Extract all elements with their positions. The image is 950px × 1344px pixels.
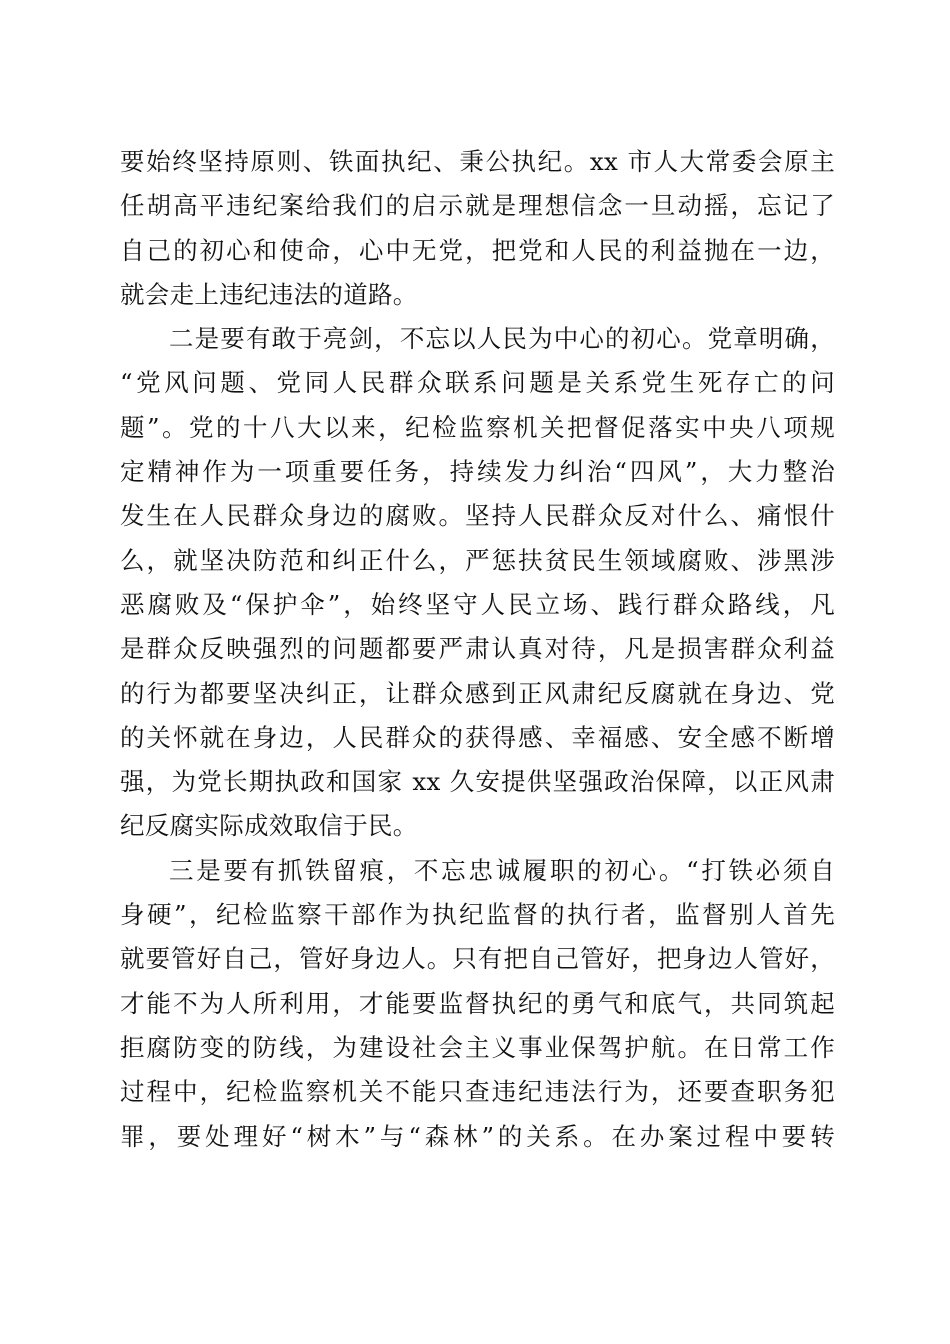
body-text <box>120 140 835 1159</box>
text-line: 罪，要处理好“树木”与“森林”的关系。在办案过程中要转 <box>120 1121 835 1151</box>
paragraph-heading-line: 二是要有敢于亮剑，不忘以人民为中心的初心。党章明确， <box>169 324 835 354</box>
text-line: 就要管好自己，管好身边人。只有把自己管好，把身边人管好， <box>120 944 835 974</box>
text-line: “党风问题、党同人民群众联系问题是关系党生死存亡的问 <box>120 368 835 398</box>
text-line: 的行为都要坚决纠正，让群众感到正风肃纪反腐就在身边、党 <box>120 678 835 708</box>
text-line: 发生在人民群众身边的腐败。坚持人民群众反对什么、痛恨什 <box>120 501 835 531</box>
text-line: 是群众反映强烈的问题都要严肃认真对待，凡是损害群众利益 <box>120 634 835 664</box>
text-line: 么，就坚决防范和纠正什么，严惩扶贫民生领域腐败、涉黑涉 <box>120 545 835 575</box>
text-line: 定精神作为一项重要任务，持续发力纠治“四风”，大力整治 <box>120 457 835 487</box>
text-line: 过程中，纪检监察机关不能只查违纪违法行为，还要查职务犯 <box>120 1077 835 1107</box>
text-line: 的关怀就在身边，人民群众的获得感、幸福感、安全感不断增 <box>120 722 835 752</box>
text-line: 任胡高平违纪案给我们的启示就是理想信念一旦动摇，忘记了 <box>120 191 835 221</box>
text-line: 题”。党的十八大以来，纪检监察机关把督促落实中央八项规 <box>120 412 835 442</box>
text-line: 才能不为人所利用，才能要监督执纪的勇气和底气，共同筑起 <box>120 988 835 1018</box>
text-line: 自己的初心和使命，心中无党，把党和人民的利益抛在一边， <box>120 235 835 265</box>
text-line: 恶腐败及“保护伞”，始终坚守人民立场、践行群众路线，凡 <box>120 589 835 619</box>
text-line: 纪反腐实际成效取信于民。 <box>120 811 418 841</box>
text-line: 身硬”，纪检监察干部作为执纪监督的执行者，监督别人首先 <box>120 900 835 930</box>
text-line: 要始终坚持原则、铁面执纪、秉公执纪。xx 市人大常委会原主 <box>120 147 835 176</box>
text-line: 拒腐防变的防线，为建设社会主义事业保驾护航。在日常工作 <box>120 1032 835 1062</box>
text-line: 强，为党长期执政和国家 xx 久安提供坚强政治保障，以正风肃 <box>120 767 835 797</box>
text-line: 就会走上违纪违法的道路。 <box>120 279 418 309</box>
paragraph-heading-line: 三是要有抓铁留痕，不忘忠诚履职的初心。“打铁必须自 <box>169 855 835 885</box>
